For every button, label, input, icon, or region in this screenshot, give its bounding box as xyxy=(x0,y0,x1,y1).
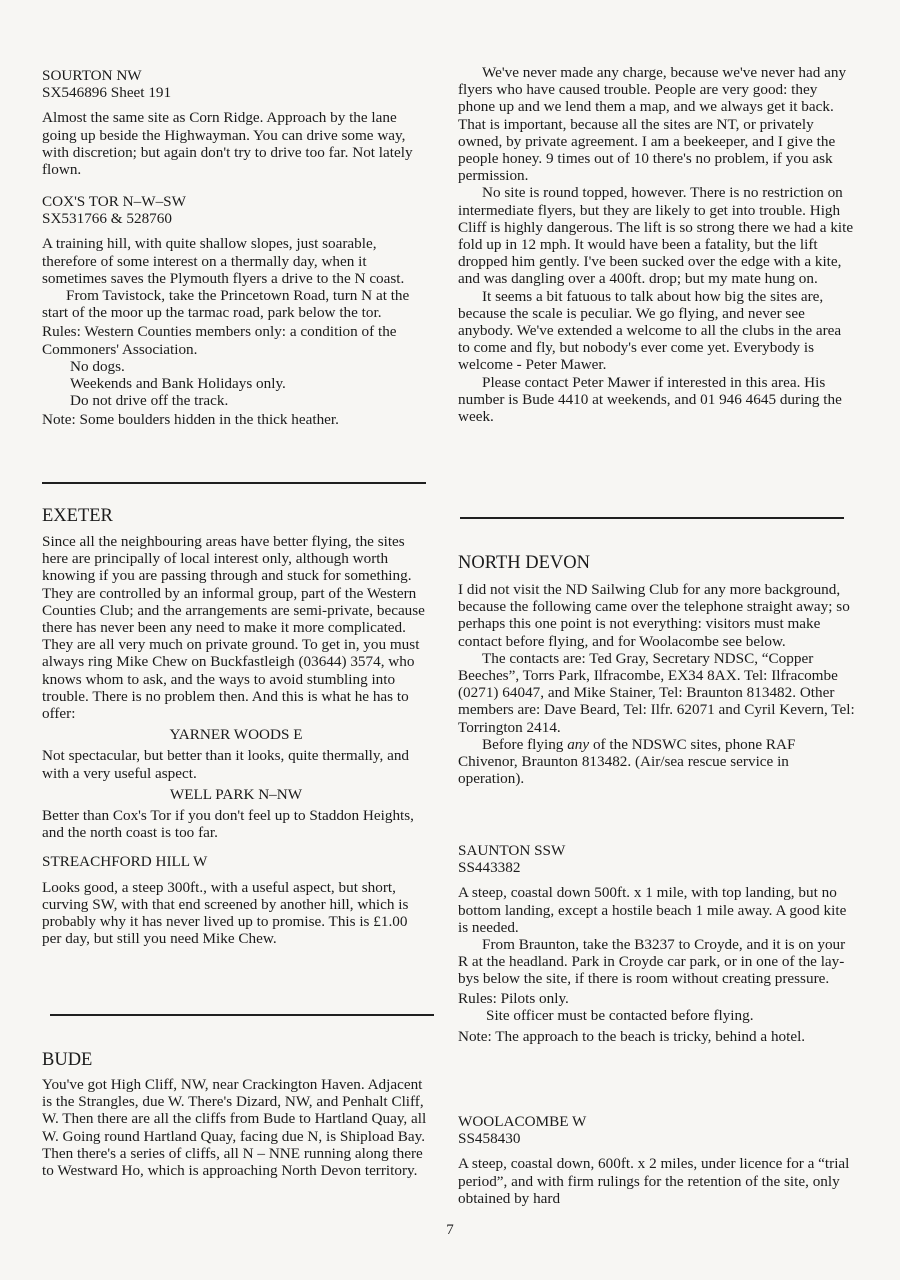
saunton-rules xyxy=(458,990,856,1007)
saunton-rule-2: Site officer must be contacted before flying. xyxy=(486,1006,754,1024)
coxs-tor-para-1: A training hill, with quite shallow slopes, just soarable, therefore of some interest on a thermally day, when it sometimes saves the Plymouth flyers a drive to the N coast. xyxy=(42,235,405,287)
well-park-heading: WELL PARK N–NW xyxy=(169,785,303,803)
coxs-tor-rule-2: No dogs. xyxy=(70,357,125,375)
coxs-tor-grid-ref: SX531766 & 528760 xyxy=(42,210,172,228)
rules-text: Pilots only. xyxy=(500,989,569,1007)
section-divider xyxy=(460,517,844,519)
page-number: 7 xyxy=(446,1222,454,1238)
bude-contact-para: Please contact Peter Mawer if interested in this area. His number is Bude 4410 at weekends, and 01 946 4645 during the week. xyxy=(458,373,842,426)
coxs-tor-note xyxy=(42,411,430,428)
section-divider xyxy=(42,482,426,484)
rules-label: Rules: xyxy=(458,989,497,1007)
yarner-woods-heading: YARNER WOODS E xyxy=(169,726,303,744)
chivenor-text-a: Before flying xyxy=(482,735,568,753)
north-devon-para-1: I did not visit the ND Sailwing Club for any more background, because the following came over the telephone straight away; so perhaps this one point is not everything: visitors must make contact before flying, and for Woolacombe see below. xyxy=(458,581,850,650)
sourton-body: Almost the same site as Corn Ridge. Approach by the lane going up beside the Highwayman. You can drive some way, with discretion; but again don't try to drive too far. Not lately flown. xyxy=(42,109,413,179)
note-text: Some boulders hidden in the thick heather. xyxy=(79,411,339,429)
sourton-heading: SOURTON NW xyxy=(42,67,142,84)
exeter-body: Since all the neighbouring areas have better flying, the sites here are principally of local interest only, although worth knowing if you are passing through and stuck for something. They are controlled by an informal group, part of the Western Counties Club; and the arrangements are semi-private, because there has never been any need to make it more complicated. They are all very much on private ground. To get in, you must always ring Mike Chew on Buckfastleigh (03644) 3574, who knows whom to ask, and the ways to avoid stumbling into trouble. There is no problem then. And this is what he has to offer: xyxy=(42,533,425,723)
coxs-tor-heading: COX'S TOR N–W–SW xyxy=(42,193,186,210)
bude-body: You've got High Cliff, NW, near Crackington Haven. Adjacent is the Strangles, due W. There's Dizard, NW, and Penhalt Cliff, W. Then there are all the cliffs from Bude to Hartland Quay, all W. Going round Hartland Quay, facing due N, is Shipload Bay. Then there's a series of cliffs, all N – NNE running along there to Westward Ho, which is approaching North Devon territory. xyxy=(42,1076,427,1180)
north-devon-contacts: The contacts are: Ted Gray, Secretary NDSC, “Copper Beeches”, Torrs Park, Ilfracombe, EX34 8AX. Tel: Ilfracombe (0271) 64047, and Mike Stainer, Tel: Braunton 813482. Other members are: Dave Beard, Tel: Ilfr. 62071 and Cyril Kevern, Tel: Torrington 2414. xyxy=(458,649,855,736)
north-devon-heading: NORTH DEVON xyxy=(458,553,590,573)
note-text: The approach to the beach is tricky, behind a hotel. xyxy=(495,1028,806,1046)
bude-heading: BUDE xyxy=(42,1050,93,1070)
bude-quote-para-3: It seems a bit fatuous to talk about how big the sites are, because the scale is peculiar. We go flying, and never see anybody. We've extended a welcome to all the clubs in the area to come and fly, but nobody's ever come yet. Everybody is welcome - Peter Mawer. xyxy=(458,287,842,374)
sourton-section xyxy=(42,67,430,178)
bude-quote-para-1: We've never made any charge, because we've never had any flyers who have caused trouble. People are very good: they phone up and we lend them a map, and we always get it back. That is important, because all the sites are NT, or privately owned, by private agreement. I am a beekeeper, and I give the people honey. 9 times out of 10 there's no problem, if you ask permission. xyxy=(458,64,847,185)
well-park-body: Better than Cox's Tor if you don't feel up to Staddon Heights, and the north coast is too far. xyxy=(42,807,414,842)
sourton-grid-ref: SX546896 Sheet 191 xyxy=(42,84,172,102)
coxs-tor-rule-3: Weekends and Bank Holidays only. xyxy=(70,375,286,393)
coxs-tor-para-2: From Tavistock, take the Princetown Road, turn N at the start of the moor up the tarmac road, park below the tor. xyxy=(42,287,410,322)
note-label: Note: xyxy=(458,1028,492,1046)
saunton-para-1: A steep, coastal down 500ft. x 1 mile, with top landing, but no bottom landing, except a hostile beach 1 mile away. A good kite is needed. xyxy=(458,884,847,936)
streachford-hill-heading: STREACHFORD HILL W xyxy=(42,853,208,871)
coxs-tor-rule-4: Do not drive off the track. xyxy=(70,392,229,410)
woolacombe-section xyxy=(458,1113,856,1207)
north-devon-chivenor xyxy=(458,736,856,788)
chivenor-emphasis: any xyxy=(567,735,590,753)
streachford-hill-body: Looks good, a steep 300ft., with a useful aspect, but short, curving SW, with that end screened by another hill, which is probably why it has never lived up to promise. This is £1.00 per day, but still you need Mike Chew. xyxy=(42,878,409,948)
bude-section xyxy=(42,1050,430,1179)
rules-text: Western Counties members only: a condition of the Commoners' Association. xyxy=(42,323,397,358)
saunton-heading: SAUNTON SSW xyxy=(458,842,566,859)
bude-quote-para-2: No site is round topped, however. There is no restriction on intermediate flyers, but they are likely to get into trouble. High Cliff is highly dangerous. The lift is so strong there we had a kite fold up in 12 mph. It would have been a fatality, but the lift dropped him gently. I've been sucked over the edge with a kite, and was dangling over a 400ft. drop; but my mate hung on. xyxy=(458,184,854,288)
exeter-heading: EXETER xyxy=(42,506,113,526)
saunton-para-2: From Braunton, take the B3237 to Croyde, and it is on your R at the headland. Park in Croyde car park, or in one of the lay-bys below the site, if there is room without creating pressure. xyxy=(458,936,846,988)
woolacombe-para-1: A steep, coastal down, 600ft. x 2 miles, under licence for a “trial period”, and with firm rulings for the retention of the site, only obtained by hard xyxy=(458,1155,850,1207)
saunton-grid-ref: SS443382 xyxy=(458,859,521,877)
rules-label: Rules: xyxy=(42,323,81,341)
coxs-tor-rules xyxy=(42,323,430,357)
yarner-woods-body: Not spectacular, but better than it looks, quite thermally, and with a very useful aspect. xyxy=(42,747,410,782)
bude-continued xyxy=(458,64,856,425)
coxs-tor-section xyxy=(42,193,430,429)
north-devon-section xyxy=(458,553,856,787)
chivenor-text-b: of the NDSWC sites, phone RAF Chivenor, Braunton 813482. (Air/sea rescue service in operation). xyxy=(458,735,796,788)
woolacombe-heading: WOOLACOMBE W xyxy=(458,1113,587,1130)
saunton-section xyxy=(458,842,856,1045)
woolacombe-grid-ref: SS458430 xyxy=(458,1130,521,1148)
exeter-section xyxy=(42,506,430,947)
section-divider xyxy=(50,1014,434,1016)
note-label: Note: xyxy=(42,411,76,429)
saunton-note xyxy=(458,1028,856,1045)
